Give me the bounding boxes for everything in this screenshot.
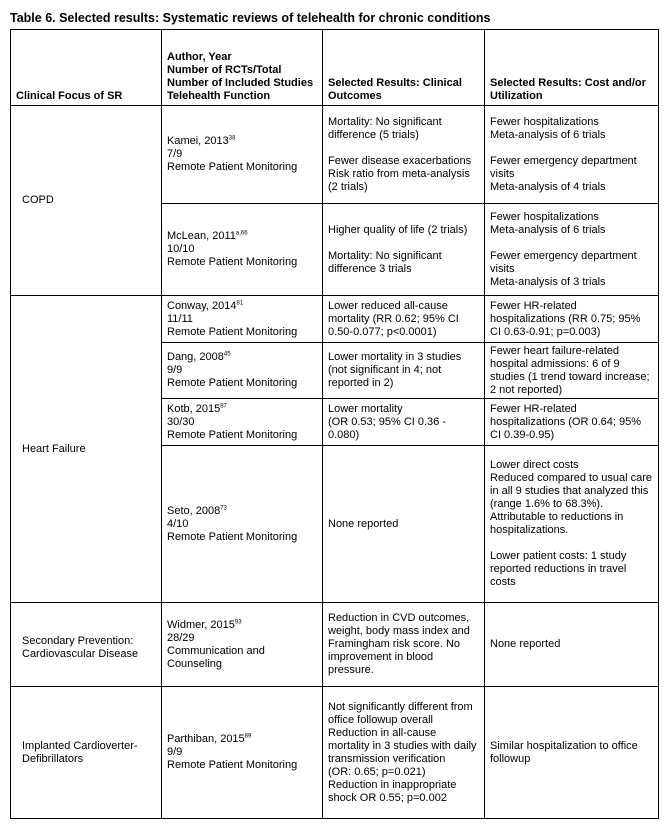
study-author-line [167,135,317,148]
study-cell [162,343,323,399]
cost-result-text: None reported [490,638,561,650]
header-cost-utilization: Selected Results: Cost and/or Utilization [485,30,659,106]
cost-utilization-cell [485,446,659,603]
study-author: Conway, 2014 [167,299,237,312]
study-author-line [167,351,317,364]
study-author: Parthiban, 2015 [167,733,245,745]
clinical-focus-label: Implanted Cardioverter-Defibrillators [22,739,138,765]
clinical-outcome-text: (OR: 0.65; p=0.021) [328,765,426,778]
study-reference: 73 [220,504,227,511]
clinical-outcome-text: Mortality: No significant difference (5 trials) [328,115,442,141]
clinical-outcome-text: Lower mortality in 3 studies (not significant in 4; not reported in 2) [328,351,462,389]
study-function: Remote Patient Monitoring [167,325,298,338]
study-count: 28/29 [167,631,195,644]
cost-result-text: Fewer hospitalizations [490,210,599,223]
clinical-focus-label: Secondary Prevention: Cardiovascular Disease [22,634,139,660]
table-row [11,106,659,204]
cost-utilization-cell [485,343,659,399]
study-count: 11/11 [167,312,193,325]
header-study [162,30,323,106]
clinical-outcomes-cell [323,446,485,603]
table-title: Table 6. Selected results: Systematic reviews of telehealth for chronic conditions [10,11,491,25]
header-clinical-outcomes: Selected Results: Clinical Outcomes [323,30,485,106]
study-cell [162,399,323,446]
cost-utilization-cell [485,687,659,819]
cost-result-text: Meta-analysis of 6 trials [490,128,606,141]
cost-result-text: Fewer HR-related hospitalizations (RR 0.75; 95% CI 0.63-0.91; p=0.003) [490,299,641,338]
study-function: Communication and Counseling [167,644,265,670]
clinical-outcome-text: Lower mortality [328,402,403,415]
paragraph-gap [490,537,653,550]
study-function: Remote Patient Monitoring [167,428,298,441]
study-cell [162,603,323,687]
study-function: Remote Patient Monitoring [167,759,298,771]
cost-utilization-cell [485,204,659,296]
cost-result-text: Meta-analysis of 4 trials [490,180,606,193]
clinical-outcome-text: Fewer disease exacerbations [328,154,472,167]
study-author-line [167,230,317,243]
study-count: 10/10 [167,243,195,255]
clinical-outcome-text: Reduction in all-cause mortality in 3 studies with daily transmission verification [328,726,477,765]
cost-result-text: Lower direct costs [490,459,579,471]
clinical-outcome-text: Risk ratio from meta-analysis (2 trials) [328,167,470,193]
clinical-focus-cell [11,687,162,819]
clinical-outcomes-cell [323,399,485,446]
study-reference: 93 [234,618,242,625]
paragraph-gap [328,142,479,155]
clinical-outcome-text: Higher quality of life (2 trials) [328,223,468,236]
cost-result-text: Fewer emergency department visits [490,154,637,180]
cost-result-text: Fewer hospitalizations [490,115,599,128]
cost-result-text: Fewer HR-related hospitalizations (OR 0.64; 95% CI 0.39-0.95) [490,402,642,441]
cost-utilization-cell [485,603,659,687]
clinical-outcomes-cell [323,106,485,204]
cost-result-text: Meta-analysis of 3 trials [490,275,606,288]
header-rct-count: Number of RCTs/Total Number of Included Studies [167,64,314,89]
clinical-outcome-text: Lower reduced all-cause mortality (RR 0.62; 95% CI 0.50-0.077; p<0.0001) [328,299,459,338]
clinical-focus-cell [11,603,162,687]
table-row [11,296,659,343]
clinical-outcome-text: Not significantly different from office followup overall [328,700,473,726]
clinical-outcomes-cell [323,204,485,296]
cost-result-text: Lower patient costs: 1 study reported reductions in travel costs [490,550,627,588]
cost-utilization-cell [485,106,659,204]
study-author: Dang, 2008 [167,351,224,363]
study-function: Remote Patient Monitoring [167,530,298,543]
study-reference: 45 [223,351,231,358]
study-author: Kotb, 2015 [167,402,221,415]
clinical-outcome-text: None reported [328,517,399,530]
cost-result-text: Fewer heart failure-related hospital admissions: 6 of 9 studies (1 trend toward increase; 2 not reported) [490,344,650,396]
cost-result-text: Attributable to reductions in hospitalizations. [490,511,624,536]
table-row [11,687,659,819]
study-author-line [167,733,317,746]
paragraph-gap [328,237,479,250]
clinical-focus-label: Heart Failure [22,442,86,455]
clinical-outcomes-cell [323,603,485,687]
study-reference: 38 [228,135,236,142]
paragraph-gap [490,142,653,155]
study-count: 7/9 [167,148,183,160]
cost-utilization-cell [485,296,659,343]
study-count: 4/10 [167,517,189,530]
clinical-outcome-text: (OR 0.53; 95% CI 0.36 - 0.080) [328,415,446,441]
header-telehealth-function: Telehealth Function [167,90,271,102]
study-author-line [167,619,317,632]
study-cell [162,106,323,204]
header-author-year: Author, Year [167,51,232,63]
clinical-focus-cell [11,106,162,296]
study-reference: 81 [236,299,244,306]
study-cell [162,687,323,819]
study-function: Remote Patient Monitoring [167,256,298,268]
clinical-outcomes-cell [323,343,485,399]
paragraph-gap [490,237,653,250]
study-reference: 87 [220,402,227,409]
clinical-outcomes-cell [323,296,485,343]
clinical-outcome-text: Reduction in CVD outcomes, weight, body mass index and Framingham risk score. No improvement in blood pressure. [328,612,470,676]
study-cell [162,204,323,296]
study-count: 9/9 [167,746,183,758]
clinical-outcome-text: Reduction in inappropriate shock OR 0.55; p=0.002 [328,778,457,804]
cost-result-text: Similar hospitalization to office followup [490,739,638,765]
table-row [11,603,659,687]
study-cell [162,296,323,343]
study-function: Remote Patient Monitoring [167,161,298,173]
study-author-line [167,300,317,313]
clinical-focus-cell [11,296,162,603]
cost-result-text: Reduced compared to usual care in all 9 studies that analyzed this (range 1.6% to 68.3%). [490,472,653,510]
clinical-outcomes-cell [323,687,485,819]
study-author: Seto, 2008 [167,504,221,517]
clinical-outcome-text: Mortality: No significant difference 3 trials [328,249,442,275]
cost-utilization-cell [485,399,659,446]
cost-result-text: Meta-analysis of 6 trials [490,223,606,236]
cost-result-text: Fewer emergency department visits [490,249,637,275]
header-clinical-focus: Clinical Focus of SR [11,30,162,106]
study-author: Kamei, 2013 [167,135,229,147]
study-reference: 89 [244,733,252,740]
study-author-line [167,505,317,518]
study-cell [162,446,323,603]
study-author: Widmer, 2015 [167,618,235,631]
study-count: 9/9 [167,364,183,376]
results-table [10,29,659,819]
study-author: McLean, 2011 [167,230,236,242]
study-count: 30/30 [167,415,195,428]
study-reference: a,66 [235,230,248,237]
study-function: Remote Patient Monitoring [167,377,298,389]
header-row [11,30,659,106]
study-author-line [167,403,317,416]
clinical-focus-label: COPD [22,194,54,206]
